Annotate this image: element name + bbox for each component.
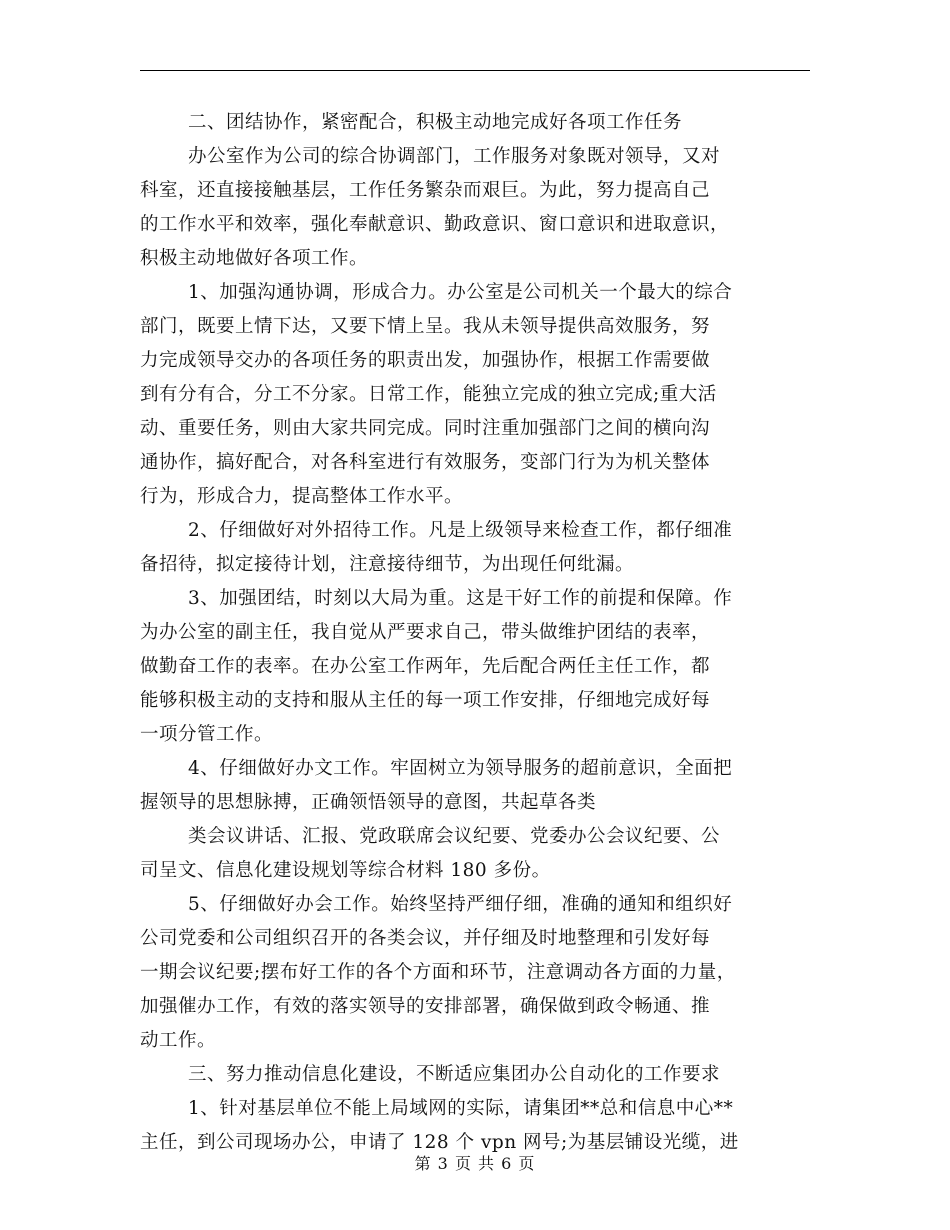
text-line: 备招待，拟定接待计划，注意接待细节，为出现任何纰漏。 <box>140 554 635 575</box>
text-line: 部门，既要上情下达，又要下情上呈。我从未领导提供高效服务，努 <box>140 316 711 337</box>
header-rule <box>140 70 810 71</box>
text-line: 4、仔细做好办文工作。牢固树立为领导服务的超前意识，全面把 <box>188 758 733 779</box>
text-line: 主任，到公司现场办公，申请了 128 个 vpn 网号;为基层铺设光缆，进 <box>140 1132 739 1153</box>
text-line: 加强催办工作，有效的落实领导的安排部署，确保做到政令畅通、推 <box>140 996 711 1017</box>
text-line: 1、针对基层单位不能上局域网的实际，请集团**总和信息中心** <box>188 1098 734 1119</box>
text-line: 动工作。 <box>140 1030 217 1051</box>
text-line: 1、加强沟通协调，形成合力。办公室是公司机关一个最大的综合 <box>188 282 733 303</box>
text-line: 通协作，搞好配合，对各科室进行有效服务，变部门行为为机关整体 <box>140 452 711 473</box>
text-line: 动、重要任务，则由大家共同完成。同时注重加强部门之间的横向沟 <box>140 418 711 439</box>
text-line: 力完成领导交办的各项任务的职责出发，加强协作，根据工作需要做 <box>140 350 711 371</box>
text-line: 为办公室的副主任，我自觉从严要求自己，带头做维护团结的表率， <box>140 622 711 643</box>
text-line: 司呈文、信息化建设规划等综合材料 180 多份。 <box>140 860 551 881</box>
text-line: 三、努力推动信息化建设，不断适应集团办公自动化的工作要求 <box>188 1064 721 1085</box>
text-line: 到有分有合，分工不分家。日常工作，能独立完成的独立完成;重大活 <box>140 384 717 405</box>
text-line: 类会议讲话、汇报、党政联席会议纪要、党委办公会议纪要、公 <box>188 826 721 847</box>
text-line: 2、仔细做好对外招待工作。凡是上级领导来检查工作，都仔细准 <box>188 520 733 541</box>
text-line: 科室，还直接接触基层，工作任务繁杂而艰巨。为此，努力提高自己 <box>140 180 711 201</box>
text-line: 二、团结协作，紧密配合，积极主动地完成好各项工作任务 <box>188 112 683 133</box>
text-line: 一项分管工作。 <box>140 724 274 745</box>
text-line: 握领导的思想脉搏，正确领悟领导的意图，共起草各类 <box>140 792 597 813</box>
text-line: 积极主动地做好各项工作。 <box>140 248 369 269</box>
text-line: 做勤奋工作的表率。在办公室工作两年，先后配合两任主任工作，都 <box>140 656 711 677</box>
page-number: 第 3 页 共 6 页 <box>414 1154 536 1173</box>
text-line: 的工作水平和效率，强化奉献意识、勤政意识、窗口意识和进取意识， <box>140 214 730 235</box>
document-body <box>140 106 810 1160</box>
text-line: 办公室作为公司的综合协调部门，工作服务对象既对领导，又对 <box>188 146 721 167</box>
text-line: 5、仔细做好办会工作。始终坚持严细仔细，准确的通知和组织好 <box>188 894 733 915</box>
text-line: 公司党委和公司组织召开的各类会议，并仔细及时地整理和引发好每 <box>140 928 711 949</box>
text-line: 3、加强团结，时刻以大局为重。这是干好工作的前提和保障。作 <box>188 588 733 609</box>
text-line: 一期会议纪要;摆布好工作的各个方面和环节，注意调动各方面的力量， <box>140 962 736 983</box>
text-line: 行为，形成合力，提高整体工作水平。 <box>140 486 464 507</box>
text-line: 能够积极主动的支持和服从主任的每一项工作安排，仔细地完成好每 <box>140 690 711 711</box>
